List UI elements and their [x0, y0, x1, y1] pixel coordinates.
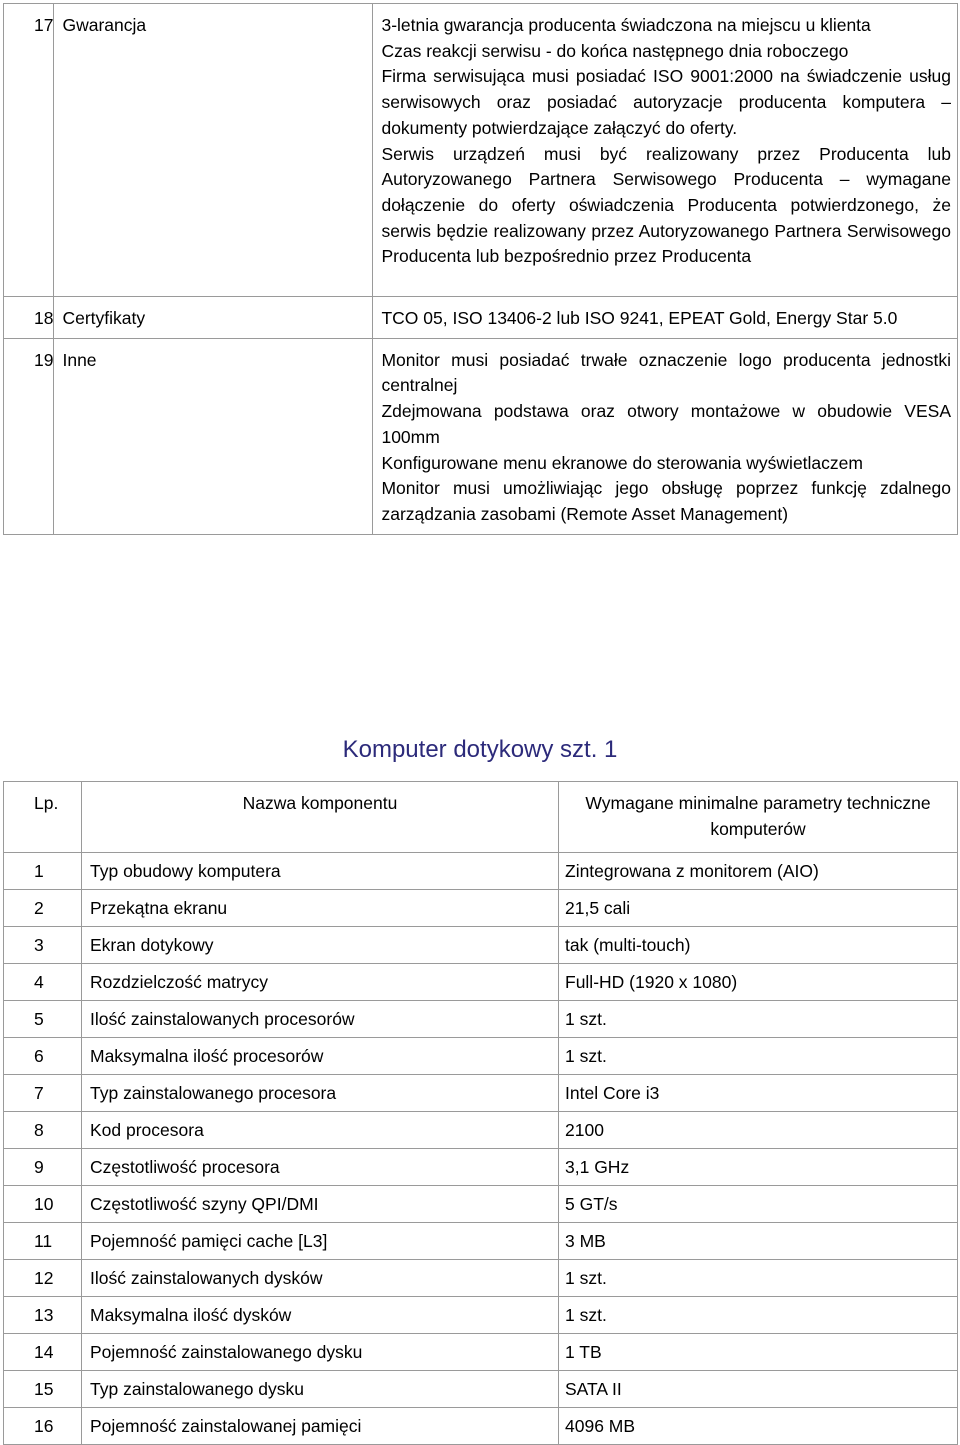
table-row: [4, 1112, 958, 1149]
row-number: 1: [4, 853, 82, 890]
component-name: Przekątna ekranu: [82, 890, 559, 927]
component-value: 1 szt.: [559, 1038, 958, 1075]
component-name: Kod procesora: [82, 1112, 559, 1149]
requirement-row: [4, 338, 958, 534]
component-value: Zintegrowana z monitorem (AIO): [559, 853, 958, 890]
requirements-table-top: [3, 3, 958, 535]
component-name: Typ obudowy komputera: [82, 853, 559, 890]
table-row: [4, 853, 958, 890]
component-value: 1 TB: [559, 1334, 958, 1371]
component-name: Ilość zainstalowanych dysków: [82, 1260, 559, 1297]
component-name: Częstotliwość szyny QPI/DMI: [82, 1186, 559, 1223]
component-value: 1 szt.: [559, 1001, 958, 1038]
header-required-parameters: Wymagane minimalne parametry techniczne komputerów: [559, 782, 958, 853]
component-name: Typ zainstalowanego dysku: [82, 1371, 559, 1408]
component-value: 1 szt.: [559, 1297, 958, 1334]
table-row: [4, 1149, 958, 1186]
table-row: [4, 1186, 958, 1223]
row-number: 14: [4, 1334, 82, 1371]
requirement-line: Konfigurowane menu ekranowe do sterowania wyświetlaczem: [381, 452, 863, 473]
component-name: Maksymalna ilość dysków: [82, 1297, 559, 1334]
component-name: Pojemność zainstalowanego dysku: [82, 1334, 559, 1371]
component-value: tak (multi-touch): [559, 927, 958, 964]
requirement-row: [4, 297, 958, 339]
component-value: Full-HD (1920 x 1080): [559, 964, 958, 1001]
row-number: 7: [4, 1075, 82, 1112]
requirement-number: 19: [34, 349, 54, 370]
component-value: Intel Core i3: [559, 1075, 958, 1112]
requirement-line: Zdejmowana podstawa oraz otwory montażowe w obudowie VESA 100mm: [381, 401, 951, 447]
component-value: SATA II: [559, 1371, 958, 1408]
requirement-number-cell: [4, 4, 54, 297]
requirement-number-cell: [4, 338, 54, 534]
table-row: [4, 1334, 958, 1371]
table-row: [4, 1408, 958, 1445]
requirement-value-cell: [373, 338, 958, 534]
component-name: Ilość zainstalowanych procesorów: [82, 1001, 559, 1038]
requirement-name: Inne: [62, 349, 97, 370]
requirement-line: 3-letnia gwarancja producenta świadczona na miejscu u klienta: [381, 15, 871, 35]
table-row: [4, 890, 958, 927]
component-value: 3,1 GHz: [559, 1149, 958, 1186]
component-value: 1 szt.: [559, 1260, 958, 1297]
component-table: [3, 781, 958, 1445]
row-number: 5: [4, 1001, 82, 1038]
component-value: 21,5 cali: [559, 890, 958, 927]
table-row: [4, 1223, 958, 1260]
header-row: [4, 782, 958, 853]
row-number: 12: [4, 1260, 82, 1297]
row-number: 6: [4, 1038, 82, 1075]
requirement-number-cell: [4, 297, 54, 339]
row-number: 13: [4, 1297, 82, 1334]
row-number: 3: [4, 927, 82, 964]
requirement-line: Firma serwisująca musi posiadać ISO 9001:2000 na świadczenie usług serwisowych oraz posiadać autoryzacje producenta komputera – dokumenty potwierdzające załączyć do oferty.: [381, 66, 951, 138]
requirement-name-cell: [54, 4, 373, 297]
requirement-name-cell: [54, 297, 373, 339]
row-number: 9: [4, 1149, 82, 1186]
table-row: [4, 1371, 958, 1408]
requirement-number: 17: [34, 15, 54, 35]
table-row: [4, 1075, 958, 1112]
table-row: [4, 1260, 958, 1297]
requirement-line: Monitor musi umożliwiając jego obsługę poprzez funkcję zdalnego zarządzania zasobami (Remote Asset Management): [381, 478, 951, 524]
requirement-value-cell: [373, 297, 958, 339]
section-title: Komputer dotykowy szt. 1: [342, 736, 618, 763]
component-value: 5 GT/s: [559, 1186, 958, 1223]
table-row: [4, 1297, 958, 1334]
component-value: 2100: [559, 1112, 958, 1149]
row-number: 11: [4, 1223, 82, 1260]
row-number: 10: [4, 1186, 82, 1223]
component-value: 3 MB: [559, 1223, 958, 1260]
component-name: Maksymalna ilość procesorów: [82, 1038, 559, 1075]
component-name: Pojemność pamięci cache [L3]: [82, 1223, 559, 1260]
requirement-line: Monitor musi posiadać trwałe oznaczenie logo producenta jednostki centralnej: [381, 349, 951, 396]
requirement-line: Serwis urządzeń musi być realizowany przez Producenta lub Autoryzowanego Partnera Serwisowego Producenta – wymagane dołączenie do oferty oświadczenia Producenta potwierdzonego, że serwis będzie realizowany przez Autoryzowanego Partnera Serwisowego Producenta lub bezpośrednio przez Producenta: [381, 143, 951, 267]
requirement-line: TCO 05, ISO 13406-2 lub ISO 9241, EPEAT Gold, Energy Star 5.0: [381, 308, 898, 329]
requirement-row: [4, 4, 958, 297]
table-row: [4, 927, 958, 964]
requirement-name: Gwarancja: [62, 15, 147, 35]
row-number: 16: [4, 1408, 82, 1445]
component-value: 4096 MB: [559, 1408, 958, 1445]
component-name: Pojemność zainstalowanej pamięci: [82, 1408, 559, 1445]
table-row: [4, 1038, 958, 1075]
component-name: Rozdzielczość matrycy: [82, 964, 559, 1001]
header-component-name: Nazwa komponentu: [82, 782, 559, 853]
component-name: Częstotliwość procesora: [82, 1149, 559, 1186]
header-lp: Lp.: [4, 782, 82, 853]
requirements-table-top-body: [4, 4, 958, 535]
row-number: 4: [4, 964, 82, 1001]
component-table-header: [4, 782, 958, 853]
row-number: 15: [4, 1371, 82, 1408]
table-row: [4, 1001, 958, 1038]
table-row: [4, 964, 958, 1001]
component-table-body: [4, 853, 958, 1445]
component-name: Ekran dotykowy: [82, 927, 559, 964]
row-number: 2: [4, 890, 82, 927]
row-number: 8: [4, 1112, 82, 1149]
requirement-line: Czas reakcji serwisu - do końca następnego dnia roboczego: [381, 40, 849, 61]
requirement-number: 18: [34, 308, 54, 329]
component-name: Typ zainstalowanego procesora: [82, 1075, 559, 1112]
requirement-value-cell: [373, 4, 958, 297]
requirement-name: Certyfikaty: [62, 308, 146, 329]
requirement-name-cell: [54, 338, 373, 534]
